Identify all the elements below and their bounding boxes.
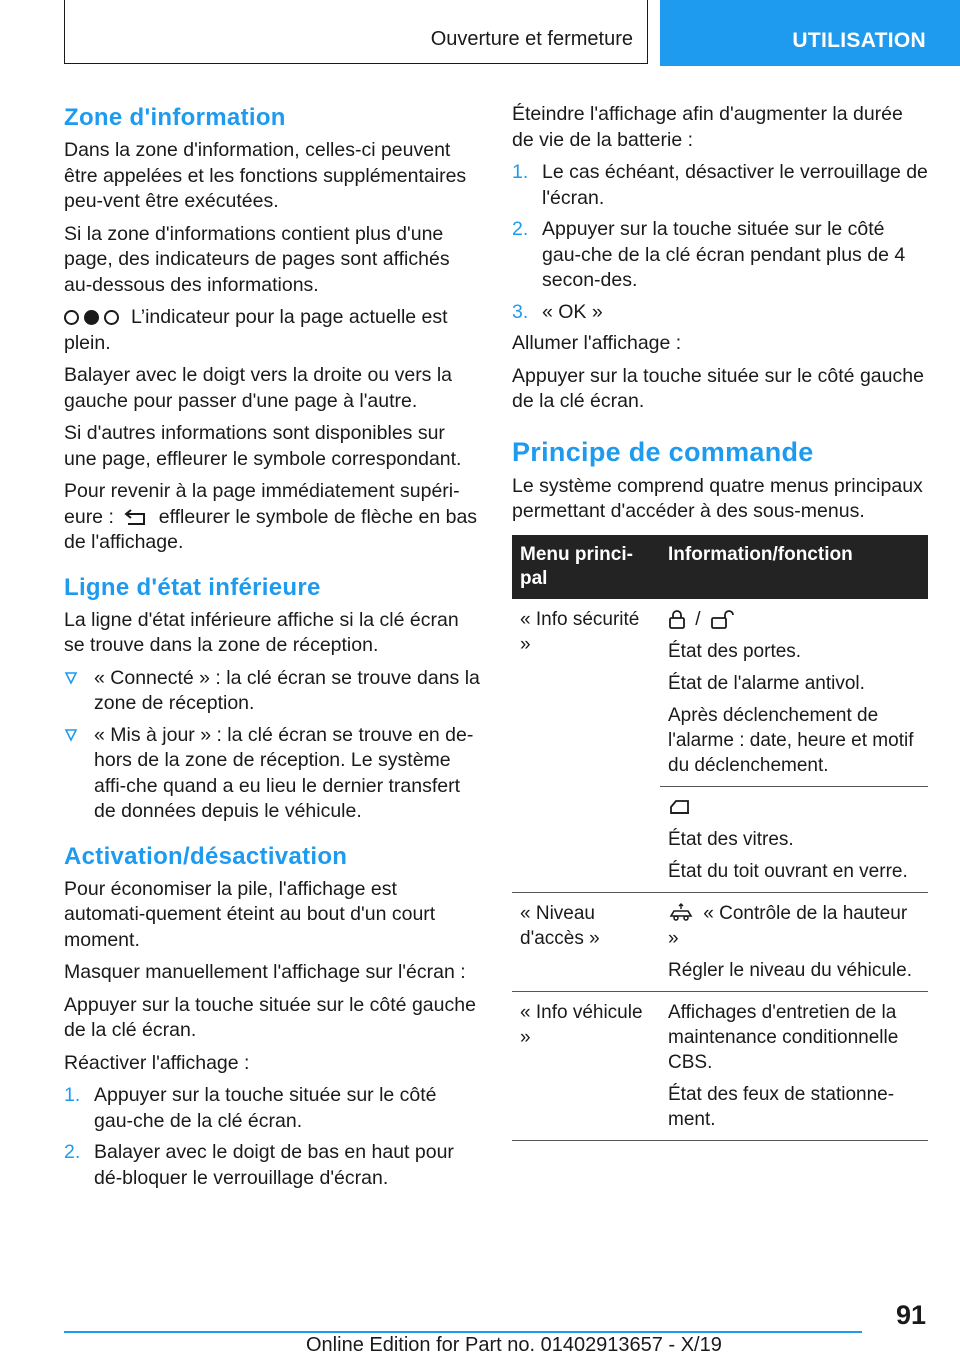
- menu-cell: « Info sécurité »: [520, 608, 640, 655]
- list-item: 1. Le cas échéant, désactiver le verrouillage de l'écran.: [512, 161, 928, 209]
- paragraph: Balayer avec le doigt vers la droite ou vers la gauche pour passer d'une page à l'autre.: [64, 364, 453, 412]
- heading-activation: Activation/désactivation: [64, 842, 348, 870]
- heading-zone-information: Zone d'information: [64, 104, 286, 131]
- heading-status-line: Ligne d'état inférieure: [64, 573, 321, 601]
- left-column: [64, 96, 480, 1197]
- paragraph: Éteindre l'affichage afin d'augmenter la durée de vie de la batterie :: [512, 103, 903, 151]
- paragraph: Allumer l'affichage :: [512, 332, 682, 354]
- menu-cell: « Info véhicule »: [512, 991, 660, 1140]
- vehicle-height-icon: [668, 903, 694, 923]
- status-list: [64, 666, 480, 825]
- info-cell: État des vitres. État du toit ouvrant en verre.: [660, 786, 928, 892]
- table-header-menu: Menu princi-pal: [512, 535, 660, 599]
- activation-steps: [64, 1083, 480, 1191]
- paragraph-return: [64, 479, 480, 556]
- table-row: [512, 991, 928, 1140]
- paragraph: Masquer manuellement l'affichage sur l'écran :: [64, 961, 466, 983]
- paragraph-indicator: [64, 305, 480, 356]
- footer-divider: [64, 1331, 862, 1333]
- table-row: [512, 599, 928, 787]
- page-number: 91: [895, 1300, 926, 1330]
- paragraph: Dans la zone d'information, celles-ci peuvent être appelées et les fonctions supplémentaires peu-vent être exécutées.: [64, 139, 467, 212]
- paragraph: Si d'autres informations sont disponibles sur une page, effleurer le symbole correspondant.: [64, 422, 462, 470]
- table-row: [512, 892, 928, 991]
- list-item: « Connecté » : la clé écran se trouve dans la zone de réception.: [64, 666, 480, 717]
- page-indicator-dots-icon: [64, 310, 119, 325]
- return-text-a: Pour revenir à la page immédiatement supéri-eure :: [64, 480, 460, 528]
- menu-cell-empty: [512, 786, 660, 892]
- paragraph: La ligne d'état inférieure affiche si la clé écran se trouve dans la zone de réception.: [64, 608, 459, 656]
- table-header-row: [512, 535, 928, 599]
- list-item: 2. Appuyer sur la touche située sur le côté gau-che de la clé écran pendant plus de 4 secon-des.: [512, 218, 906, 291]
- indicator-text: L’indicateur pour la page actuelle est plein.: [64, 306, 448, 354]
- info-cell: Affichages d'entretien de la maintenance conditionnelle CBS. État des feux de stationne-ment.: [660, 991, 928, 1140]
- paragraph: Si la zone d'informations contient plus d'une page, des indicateurs de pages sont affichés au-dessous des informations.: [64, 222, 450, 296]
- menu-table: [512, 535, 928, 1141]
- off-steps: [512, 160, 928, 325]
- list-item: 3. « OK »: [512, 300, 603, 323]
- paragraph: Réactiver l'affichage :: [64, 1051, 250, 1074]
- list-item: « Mis à jour » : la clé écran se trouve en de-hors de la zone de réception. Le système affi-che quand a eu lieu le dernier transfert de données depuis le véhicule.: [64, 723, 480, 825]
- menu-cell: « Niveau d'accès »: [512, 892, 660, 991]
- info-cell: « Contrôle de la hauteur » Régler le niveau du véhicule.: [660, 892, 928, 991]
- table-row: [512, 786, 928, 892]
- list-item: 1. Appuyer sur la touche située sur le côté gau-che de la clé écran.: [64, 1084, 437, 1132]
- section-title: Ouverture et fermeture: [430, 28, 633, 50]
- car-window-icon: [668, 797, 692, 817]
- table-header-info: Information/fonction: [660, 535, 928, 599]
- triangle-bullet-icon: [64, 671, 78, 685]
- header-section-box: [64, 0, 648, 64]
- info-cell: / État des portes. État de l'alarme antivol. Après déclenchement de l'alarme : date, heure et motif du déclenchement.: [660, 599, 928, 787]
- lock-icons-line: /: [668, 607, 920, 632]
- list-item: 2. Balayer avec le doigt de bas en haut pour dé-bloquer le verrouillage d'écran.: [64, 1141, 454, 1189]
- header-chapter-box: [660, 0, 960, 66]
- heading-command-principle: Principe de commande: [512, 436, 814, 467]
- lock-closed-icon: [668, 609, 686, 629]
- paragraph: Appuyer sur la touche située sur le côté gauche de la clé écran.: [512, 364, 924, 412]
- return-text-b: effleurer le symbole de flèche en bas de l'affichage.: [64, 505, 478, 553]
- paragraph: Appuyer sur la touche située sur le côté gauche de la clé écran.: [64, 993, 476, 1041]
- right-column: [512, 96, 928, 1141]
- paragraph: Pour économiser la pile, l'affichage est automati-quement éteint au bout d'un court moment.: [64, 877, 436, 951]
- paragraph: Le système comprend quatre menus principaux permettant d'accéder à des sous-menus.: [512, 474, 923, 522]
- triangle-bullet-icon: [64, 728, 78, 742]
- lock-open-icon: [710, 609, 738, 629]
- return-arrow-icon: [123, 507, 149, 527]
- chapter-title: UTILISATION: [792, 29, 926, 52]
- footer-edition: Online Edition for Part no. 01402913657 - X/19: [306, 1334, 722, 1356]
